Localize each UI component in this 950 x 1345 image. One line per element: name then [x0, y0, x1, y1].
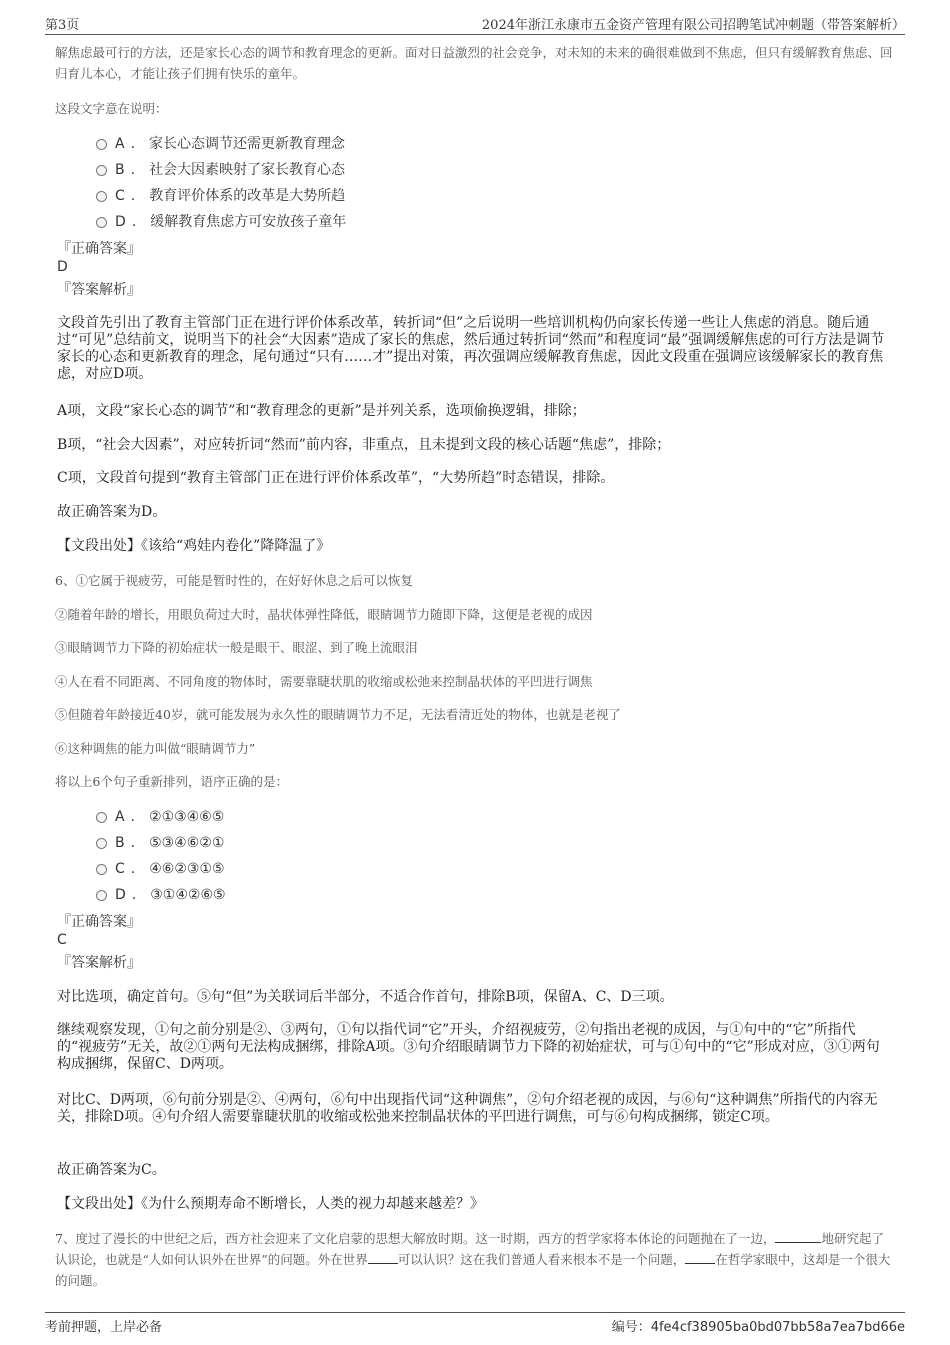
radio-icon[interactable] [96, 165, 107, 176]
q5-source-title: 《该给“鸡娃内卷化”降降温了》 [141, 538, 331, 554]
radio-icon[interactable] [96, 139, 107, 150]
q5-conclusion: 故正确答案为D。 [57, 504, 167, 520]
q6-source-title: 《为什么预期寿命不断增长，人类的视力却越来越差？》 [141, 1196, 484, 1212]
q6-prompt: 将以上6个句子重新排列，语序正确的是： [55, 774, 288, 789]
q6-option-b[interactable]: B . ⑤③④⑥②① [96, 832, 224, 854]
page-number: 第3页 [45, 18, 80, 33]
q6-sentence-2: ②随着年龄的增长，用眼负荷过大时，晶状体弹性降低，眼睛调节力随即下降，这便是老视的成因 [55, 607, 593, 622]
radio-icon[interactable] [96, 191, 107, 202]
q5-option-c[interactable]: C . 教育评价体系的改革是大势所趋 [96, 185, 345, 207]
q5-analysis-main: 文段首先引出了教育主管部门正在进行评价体系改革，转折词“但”之后说明一些培训机构仍向家长传递一些让人焦虑的消息。随后通过“可见”总结前文，说明当下的社会“大因素”造成了家长的焦虑，然后通过转折词“然而”和程度词“最”强调缓解焦虑的可行方法是调节家长的心态和更新教育的理念，尾句通过“只有……才”提出对策，再次强调应缓解教育焦虑，因此文段重在强调应该缓解家长的教育焦虑，对应D项。 [57, 315, 885, 382]
q6-option-c[interactable]: C . ④⑥②③①⑤ [96, 858, 225, 880]
q5-option-d[interactable]: D . 缓解教育焦虑方可安放孩子童年 [96, 211, 346, 233]
blank-1[interactable] [775, 1230, 821, 1243]
q6-sentence-6: ⑥这种调焦的能力叫做“眼睛调节力” [55, 741, 256, 756]
radio-icon[interactable] [96, 217, 107, 228]
q6-stem: 6、①它属于视疲劳，可能是暂时性的，在好好休息之后可以恢复 [55, 573, 413, 588]
q5-analysis-a: A项，文段“家长心态的调节”和“教育理念的更新”是并列关系，选项偷换逻辑，排除； [57, 403, 586, 419]
q5-analysis-b: B项，“社会大因素”，对应转折词“然而”前内容，非重点，且未提到文段的核心话题“焦虑”，排除； [57, 437, 671, 453]
page-header [45, 12, 905, 35]
blank-3[interactable] [685, 1251, 715, 1264]
document-title: 2024年浙江永康市五金资产管理有限公司招聘笔试冲刺题（带答案解析） [481, 18, 905, 33]
q5-stem-tail: 解焦虑最可行的方法，还是家长心态的调节和教育理念的更新。面对日益激烈的社会竞争，对未知的未来的确很难做到不焦虑，但只有缓解教育焦虑、回归育儿本心，才能让孩子们拥有快乐的童年。 [55, 45, 893, 81]
q6-answer: C [57, 932, 67, 948]
q5-source-label: 【文段出处】 [57, 538, 141, 554]
q6-conclusion: 故正确答案为C。 [57, 1162, 166, 1178]
q6-option-a[interactable]: A . ②①③④⑥⑤ [96, 806, 224, 828]
footer-slogan: 考前押题，上岸必备 [45, 1320, 163, 1335]
q6-sentence-5: ⑤但随着年龄接近40岁，就可能发展为永久性的眼睛调节力不足，无法看清近处的物体，也就是老视了 [55, 707, 621, 722]
q5-answer: D [57, 259, 68, 275]
q6-source [57, 1196, 887, 1213]
q5-answer-label: 『正确答案』 [57, 241, 141, 257]
q5-source [57, 538, 887, 555]
q6-source-label: 【文段出处】 [57, 1196, 141, 1212]
q6-analysis-3: 对比C、D两项，⑥句前分别是②、④两句，⑥句中出现指代词“这种调焦”，②句介绍老视的成因，与⑥句“这种调焦”所指代的内容无关，排除D项。④句介绍人需要靠睫状肌的收缩或松弛来控制晶状体的平凹进行调焦，可与⑥句构成捆绑，锁定C项。 [57, 1092, 878, 1125]
footer-code: 编号：4fe4cf38905ba0bd07bb58a7ea7bd66e [611, 1320, 905, 1335]
radio-icon[interactable] [96, 838, 107, 849]
radio-icon[interactable] [96, 864, 107, 875]
q6-answer-label: 『正确答案』 [57, 914, 141, 930]
radio-icon[interactable] [96, 812, 107, 823]
q6-option-d[interactable]: D . ③①④②⑥⑤ [96, 884, 226, 906]
q7-stem: 7、度过了漫长的中世纪之后，西方社会迎来了文化启蒙的思想大解放时期。这一时期，西方的哲学家将本体论的问题抛在了一边， 地研究起了认识论，也就是“人如何认识外在世界”的问题。外在世界 可以认识？这在我们普通人看来根本不是一个问题， 在哲学家眼中，这却是一个很大的问题。 [55, 1231, 891, 1288]
q6-sentence-3: ③眼睛调节力下降的初始症状一般是眼干、眼涩、到了晚上流眼泪 [55, 640, 418, 655]
q6-analysis-2: 继续观察发现，①句之前分别是②、③两句，①句以指代词“它”开头，介绍视疲劳，②句指出老视的成因，与①句中的“它”所指代的“视疲劳”无关，故②①两句无法构成捆绑，排除A项。③句介绍眼睛调节力下降的初始症状，可与①句中的“它”形成对应，③①两句构成捆绑，保留C、D两项。 [57, 1022, 880, 1072]
q5-prompt: 这段文字意在说明： [55, 101, 168, 116]
q5-option-a[interactable]: A . 家长心态调节还需更新教育理念 [96, 133, 345, 155]
q6-sentence-4: ④人在看不同距离、不同角度的物体时，需要靠睫状肌的收缩或松弛来控制晶状体的平凹进行调焦 [55, 674, 593, 689]
blank-2[interactable] [368, 1251, 398, 1264]
q6-analysis-1: 对比选项，确定首句。⑤句“但”为关联词后半部分，不适合作首句，排除B项，保留A、C、D三项。 [57, 989, 674, 1005]
q5-option-b[interactable]: B . 社会大因素映射了家长教育心态 [96, 159, 345, 181]
q6-analysis-label: 『答案解析』 [57, 955, 141, 971]
q5-analysis-label: 『答案解析』 [57, 282, 141, 298]
q5-analysis-c: C项，文段首句提到“教育主管部门正在进行评价体系改革”，“大势所趋”时态错误，排除。 [57, 470, 615, 486]
radio-icon[interactable] [96, 890, 107, 901]
page-footer [45, 1312, 905, 1335]
